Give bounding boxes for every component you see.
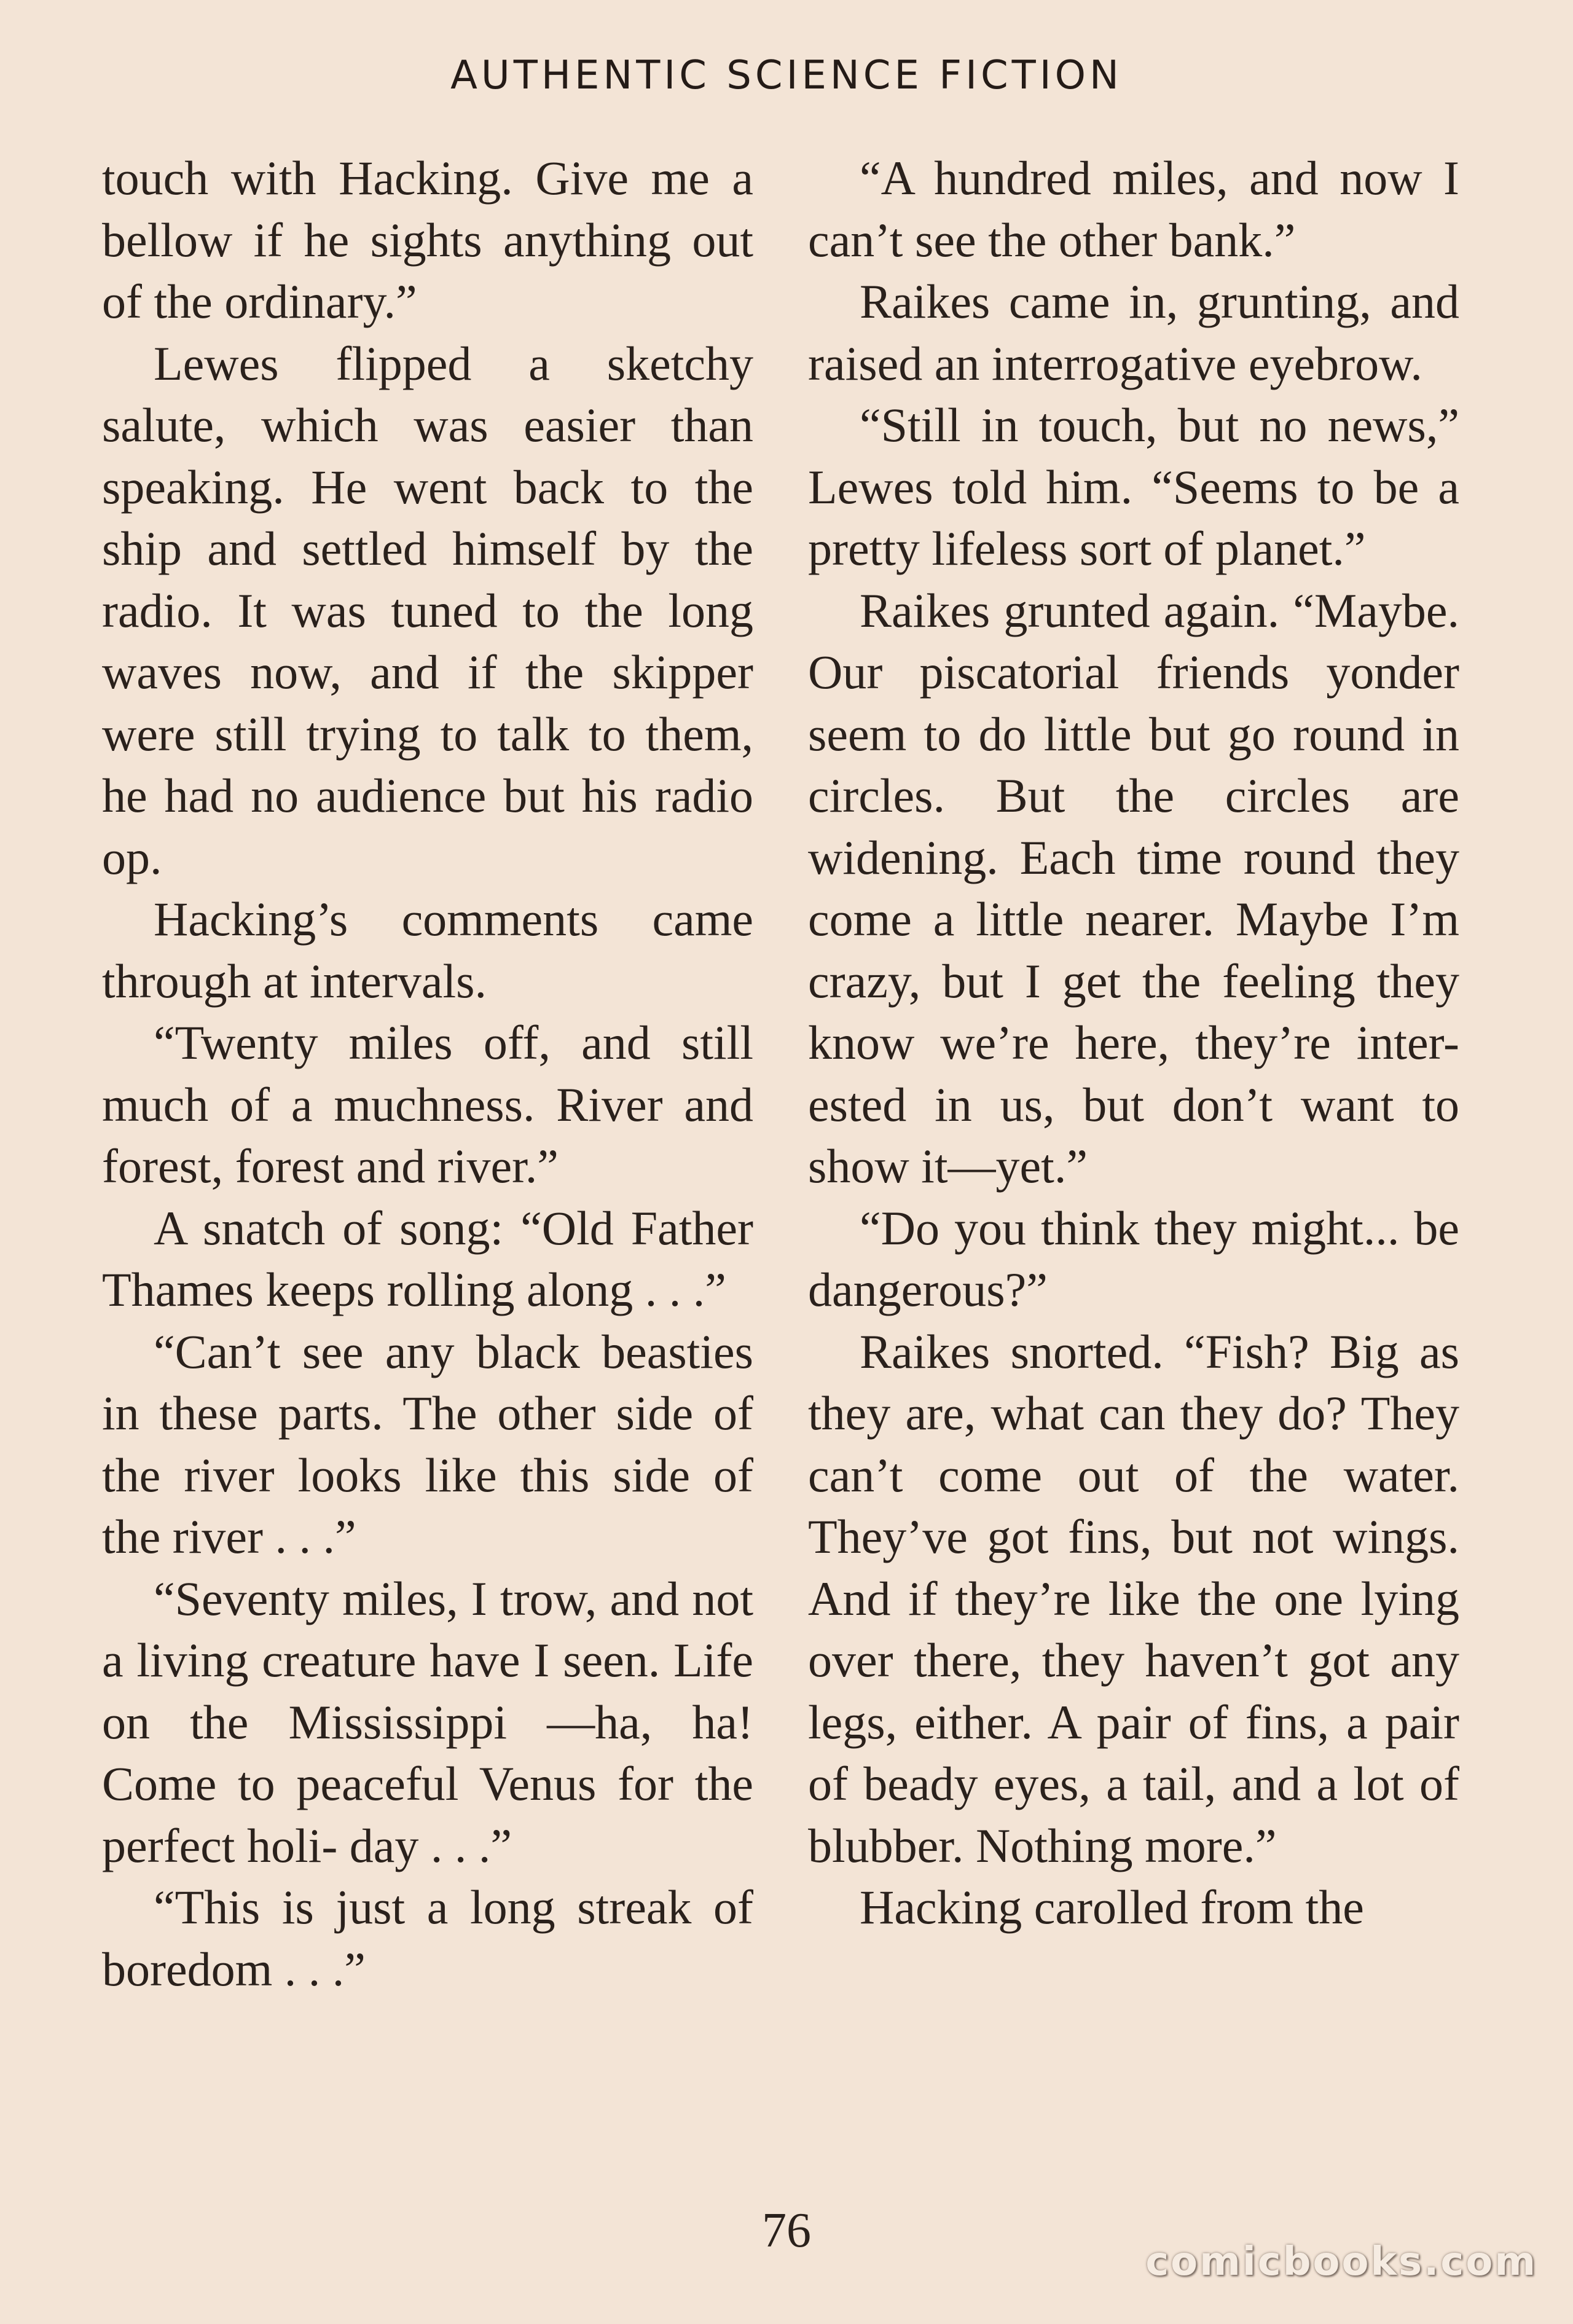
paragraph: “Do you think they might... be dangerous?”	[808, 1201, 1459, 1316]
right-column	[808, 147, 1459, 1939]
paragraph: Raikes came in, grunting, and raised an interrogative eyebrow.	[808, 275, 1459, 390]
left-column	[102, 147, 753, 2000]
paragraph: A snatch of song: “Old Father Thames keeps rolling along . . .”	[102, 1201, 753, 1316]
paragraph: “Seventy miles, I trow, and not a living creature have I seen. Life on the Mississippi —ha, ha! Come to peaceful Venus for the perfect holi- day . . .”	[102, 1571, 753, 1872]
paragraph: Hacking carolled from the	[860, 1880, 1364, 1934]
paragraph: “Can’t see any black beasties in these parts. The other side of the river looks like this side of the river . . .”	[102, 1324, 753, 1563]
paragraph: touch with Hacking. Give me a bellow if he sights anything out of the ordinary.”	[102, 151, 753, 328]
paragraph: Raikes snorted. “Fish? Big as they are, what can they do? They can’t come out of the water. They’ve got fins, but not wings. And if they’re like the one lying over there, they haven’t got any legs, either. A pair of fins, a pair of beady eyes, a tail, and a lot of blubber. Nothing more.”	[808, 1324, 1459, 1872]
running-header: AUTHENTIC SCIENCE FICTION	[450, 53, 1123, 98]
paragraph: Hacking’s comments came through at intervals.	[102, 892, 753, 1008]
paragraph: “Twenty miles off, and still much of a muchness. River and forest, forest and river.”	[102, 1016, 753, 1193]
paragraph: “Still in touch, but no news,” Lewes told him. “Seems to be a pretty lifeless sort of planet.”	[808, 398, 1459, 575]
paragraph: “This is just a long streak of boredom . . .”	[102, 1880, 753, 1996]
paragraph: “A hundred miles, and now I can’t see the other bank.”	[808, 151, 1459, 267]
watermark: comicbooks.com	[1145, 2239, 1537, 2285]
paragraph: Raikes grunted again. “Maybe. Our piscatorial friends yonder seem to do little but go round in circles. But the circles are widening. Each time round they come a little nearer. Maybe I’m crazy, but I get the feeling they know we’re here, they’re inter- ested in us, but don’t want to show it—yet.”	[808, 583, 1459, 1193]
page-number: 76	[762, 2204, 811, 2258]
paragraph: Lewes flipped a sketchy salute, which was easier than speaking. He went back to the ship and settled himself by the radio. It was tuned to the long waves now, and if the skipper were still trying to talk to them, he had no audience but his radio op.	[102, 336, 753, 884]
